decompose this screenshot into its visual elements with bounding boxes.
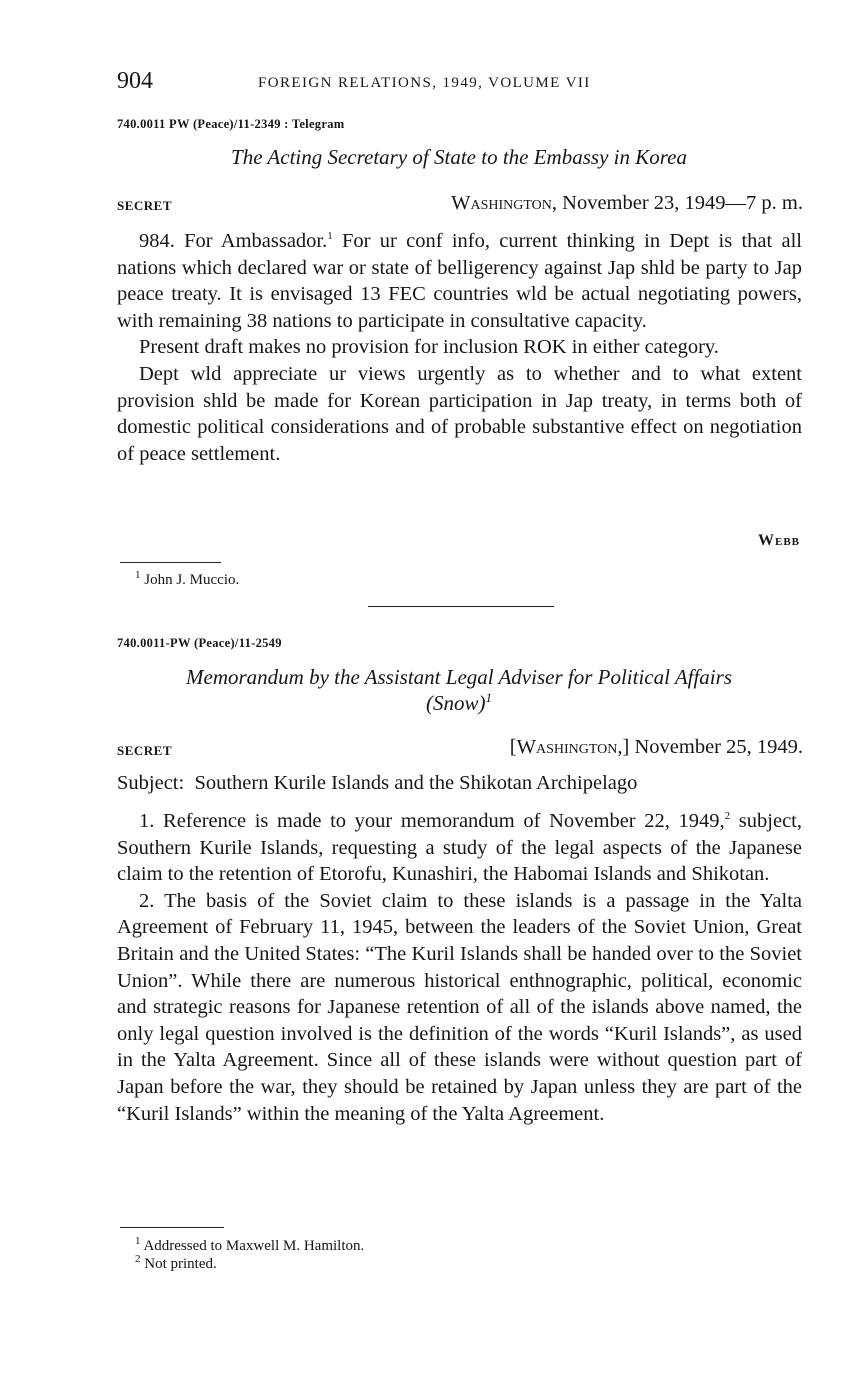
doc2-footnote-2: $^2$ Not printed. bbox=[135, 1253, 217, 1272]
footnote-ref: 2 bbox=[724, 810, 731, 823]
doc2-place: [Washington,] bbox=[509, 736, 630, 758]
doc2-classification: SECRET bbox=[117, 743, 173, 758]
footnote-ref: 1 bbox=[327, 230, 333, 243]
subject-text: Southern Kurile Islands and the Shikotan Archipelago bbox=[194, 772, 638, 794]
footnote-divider bbox=[120, 562, 221, 563]
doc1-footnote-1: $^1$ John J. Muccio. bbox=[135, 569, 240, 588]
doc1-paragraph-3: Dept wld appreciate ur views urgently as to whether and to what extent provision shld be made for Korean participation in Jap treaty, in terms both of domestic political considerations and of probable substantive effect on negotiation of peace settlement. bbox=[117, 362, 802, 465]
doc1-file-reference: 740.0011 PW (Peace)/11-2349 : Telegram bbox=[117, 117, 345, 131]
doc1-paragraph-2: Present draft makes no provision for inclusion ROK in either category. bbox=[139, 336, 719, 359]
doc1-signature: Webb bbox=[757, 532, 800, 549]
doc1-paragraph-1: 984. For Ambassador.$^1$ For ur conf info, current thinking in Dept is that all nations which declared war or state of belligerency against Jap shld be party to Jap peace treaty. It is envisaged 13 FEC countries wld be actual negotiating powers, with remaining 38 nations to participate in consultative capacity. bbox=[117, 230, 802, 332]
doc1-place: Washington bbox=[451, 192, 552, 214]
doc1-classification: SECRET bbox=[117, 198, 173, 213]
doc2-paragraph-1: 1. Reference is made to your memorandum of November 22, 1949,$^2$ subject, Southern Kurile Islands, requesting a study of the legal aspects of the Japanese claim to the retention of Etorofu, Kunashiri, the Habomai Islands and Shikotan. bbox=[117, 810, 802, 886]
subject-label: Subject: bbox=[117, 772, 185, 794]
footnote-divider bbox=[120, 1227, 224, 1228]
doc2-file-reference: 740.0011-PW (Peace)/11-2549 bbox=[117, 636, 282, 650]
doc2-subject bbox=[117, 772, 637, 795]
doc2-date: November 25, 1949. bbox=[629, 736, 803, 758]
section-divider bbox=[368, 606, 554, 607]
doc2-footnote-1: $^1$ Addressed to Maxwell M. Hamilton. bbox=[135, 1235, 365, 1254]
page-number: 904 bbox=[117, 68, 153, 94]
doc2-paragraph-2: 2. The basis of the Soviet claim to these islands is a passage in the Yalta Agreement of February 11, 1945, between the leaders of the Soviet Union, Great Britain and the United States: “The Kuril Islands shall be handed over to the Soviet Union”. While there are numerous historical enthnographic, political, economic and strategic reasons for Japanese retention of all of the islands above named, the only legal question involved is the definition of the words “Kuril Islands”, as used in the Yalta Agreement. Since all of these islands were without question part of Japan before the war, they should be retained by Japan unless they are part of the “Kuril Islands” within the meaning of the Yalta Agreement. bbox=[117, 889, 802, 1125]
doc2-body bbox=[117, 808, 802, 1127]
doc1-body bbox=[117, 228, 802, 467]
doc2-dateline bbox=[510, 736, 803, 759]
doc1-dateline bbox=[451, 192, 803, 215]
running-title: FOREIGN RELATIONS, 1949, VOLUME VII bbox=[258, 75, 591, 91]
doc1-date: , November 23, 1949—7 p. m. bbox=[551, 192, 803, 214]
doc1-title: The Acting Secretary of State to the Embassy in Korea bbox=[231, 145, 687, 169]
doc2-title: Memorandum by the Assistant Legal Adviser for Political Affairs (Snow)$^1$ bbox=[186, 665, 732, 715]
